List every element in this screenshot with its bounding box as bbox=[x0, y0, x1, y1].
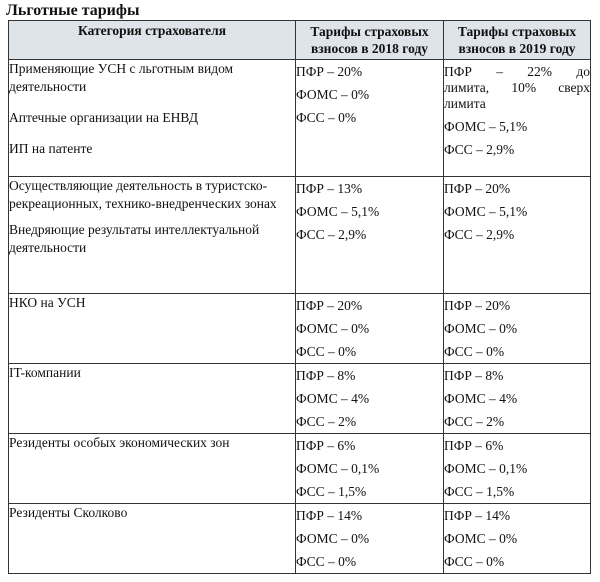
category-cell bbox=[9, 177, 296, 294]
rate-pfr: ПФР – 13% bbox=[296, 181, 363, 196]
category-cell bbox=[9, 364, 296, 434]
rate-fss: ФСС – 2% bbox=[444, 414, 505, 429]
rate-pfr: ПФР – 8% bbox=[444, 368, 504, 383]
category-text: ИП на патенте bbox=[9, 141, 93, 156]
category-text: Осуществляющие деятельность в туристско-рекреационных, технико-внедренческих зонах bbox=[9, 178, 277, 211]
table-row bbox=[9, 364, 591, 434]
rate-foms: ФОМС – 4% bbox=[444, 391, 518, 406]
rate-fss: ФСС – 2,9% bbox=[296, 227, 367, 242]
rate-pfr: ПФР – 8% bbox=[296, 368, 356, 383]
rate-2019-cell bbox=[444, 504, 591, 574]
rate-foms: ФОМС – 5,1% bbox=[296, 204, 380, 219]
rate-pfr: ПФР – 20% bbox=[444, 298, 511, 313]
rate-pfr: ПФР – 14% bbox=[296, 508, 363, 523]
table-row bbox=[9, 60, 591, 177]
table-row bbox=[9, 504, 591, 574]
header-2019: Тарифы страховых взносов в 2019 году bbox=[444, 21, 591, 60]
rate-foms: ФОМС – 0% bbox=[296, 531, 370, 546]
rate-foms: ФОМС – 4% bbox=[296, 391, 370, 406]
rate-fss: ФСС – 1,5% bbox=[444, 484, 515, 499]
category-text: Аптечные организации на ЕНВД bbox=[9, 110, 199, 125]
rate-foms: ФОМС – 5,1% bbox=[444, 204, 528, 219]
rate-foms: ФОМС – 0% bbox=[444, 321, 518, 336]
table-row bbox=[9, 177, 591, 294]
category-text: Внедряющие результаты интеллектуальной деятельности bbox=[9, 222, 260, 255]
header-category: Категория страхователя bbox=[9, 21, 296, 60]
table-row bbox=[9, 294, 591, 364]
rate-pfr: ПФР – 14% bbox=[444, 508, 511, 523]
category-text: Резиденты особых экономических зон bbox=[9, 435, 230, 450]
rate-pfr: ПФР – 6% bbox=[296, 438, 356, 453]
rate-foms: ФОМС – 0% bbox=[296, 321, 370, 336]
rate-fss: ФСС – 2,9% bbox=[444, 142, 515, 157]
category-text: Резиденты Сколково bbox=[9, 505, 128, 520]
rate-foms: ФОМС – 0% bbox=[296, 87, 370, 102]
rate-foms: ФОМС – 5,1% bbox=[444, 119, 528, 134]
rate-2018-cell bbox=[296, 60, 444, 177]
rate-2019-cell bbox=[444, 60, 591, 177]
rate-2019-cell bbox=[444, 434, 591, 504]
rate-2018-cell bbox=[296, 294, 444, 364]
category-cell bbox=[9, 434, 296, 504]
rate-fss: ФСС – 2,9% bbox=[444, 227, 515, 242]
rate-foms: ФОМС – 0% bbox=[444, 531, 518, 546]
rate-pfr: ПФР – 6% bbox=[444, 438, 504, 453]
rate-2018-cell bbox=[296, 177, 444, 294]
rate-2018-cell bbox=[296, 504, 444, 574]
header-2018: Тарифы страховых взносов в 2018 году bbox=[296, 21, 444, 60]
category-cell bbox=[9, 294, 296, 364]
tariffs-table bbox=[8, 20, 591, 574]
page-title: Льготные тарифы bbox=[6, 2, 140, 19]
table-header-row bbox=[9, 21, 591, 60]
rate-foms: ФОМС – 0,1% bbox=[296, 461, 380, 476]
rate-fss: ФСС – 1,5% bbox=[296, 484, 367, 499]
category-cell bbox=[9, 60, 296, 177]
category-cell bbox=[9, 504, 296, 574]
rate-fss: ФСС – 0% bbox=[444, 554, 505, 569]
rate-2019-cell bbox=[444, 177, 591, 294]
rate-2018-cell bbox=[296, 364, 444, 434]
rate-fss: ФСС – 0% bbox=[444, 344, 505, 359]
rate-pfr: ПФР – 20% bbox=[296, 64, 363, 79]
rate-2018-cell bbox=[296, 434, 444, 504]
rate-fss: ФСС – 0% bbox=[296, 110, 357, 125]
rate-fss: ФСС – 0% bbox=[296, 344, 357, 359]
category-text: Применяющие УСН с льготным видом деятельности bbox=[9, 61, 234, 94]
rate-foms: ФОМС – 0,1% bbox=[444, 461, 528, 476]
category-text: IT-компании bbox=[9, 365, 81, 380]
rate-2019-cell bbox=[444, 364, 591, 434]
rate-pfr: ПФР – 20% bbox=[444, 181, 511, 196]
rate-pfr-cont: лимита bbox=[444, 96, 486, 111]
rate-2019-cell bbox=[444, 294, 591, 364]
category-text: НКО на УСН bbox=[9, 295, 86, 310]
rate-fss: ФСС – 2% bbox=[296, 414, 357, 429]
rate-pfr-cont: лимита, 10% сверх bbox=[444, 80, 590, 95]
rate-pfr: ПФР – 22% до bbox=[444, 64, 590, 79]
rate-pfr: ПФР – 20% bbox=[296, 298, 363, 313]
rate-fss: ФСС – 0% bbox=[296, 554, 357, 569]
table-row bbox=[9, 434, 591, 504]
